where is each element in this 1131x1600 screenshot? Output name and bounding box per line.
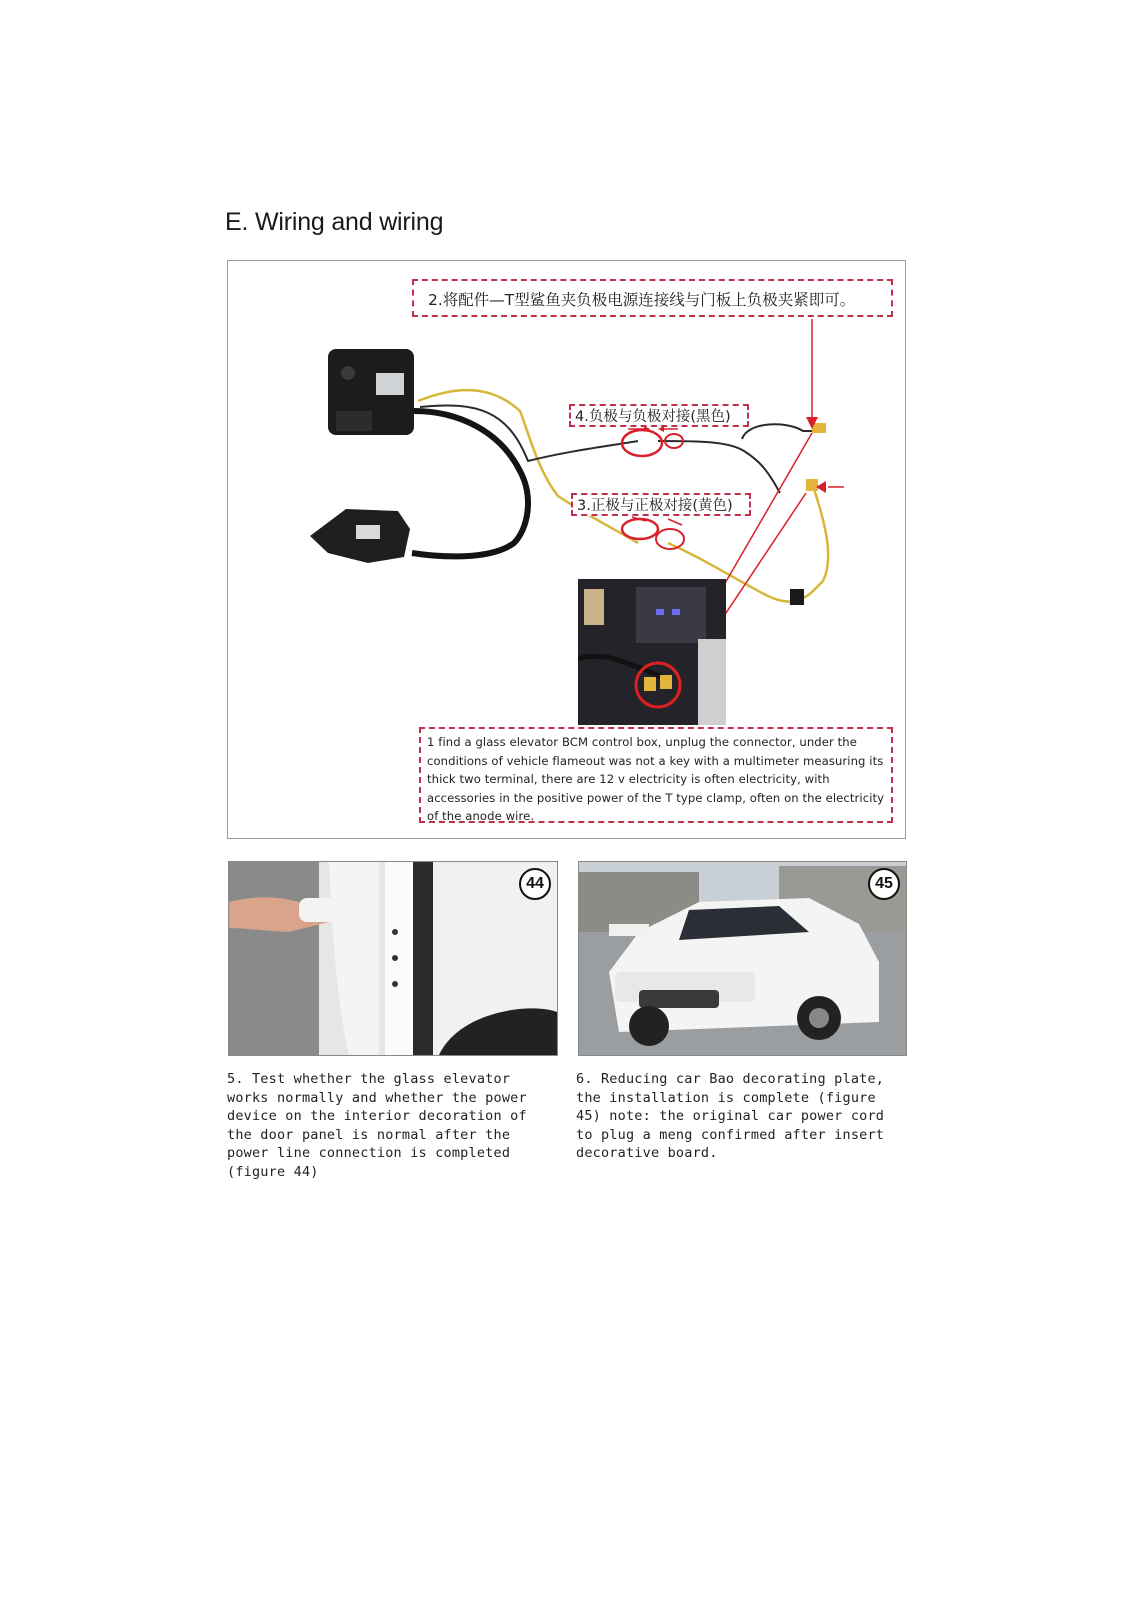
positive-connector-highlight — [622, 519, 658, 539]
figure-45-photo — [578, 861, 907, 1056]
callout-step-3: 3.正极与正极对接(黄色) — [571, 493, 751, 516]
figure-number-badge: 44 — [519, 868, 551, 900]
figure-44-caption: 5. Test whether the glass elevator works normally and whether the power device on the interior decoration of the door panel is normal after the power line connection is completed (figure 44) — [227, 1071, 527, 1180]
callout-step-2: 2.将配件—T型鲨鱼夹负极电源连接线与门板上负极夹紧即可。 — [412, 279, 893, 317]
callout-step-1: 1 find a glass elevator BCM control box, unplug the connector, under the conditions of vehicle flameout was not a key with a multimeter measuring its thick two terminal, there are 12 v electricity is often electricity, with accessories in the positive power of the T type clamp, often on the electricity of the anode wire. — [419, 727, 893, 823]
t-clip-positive — [806, 479, 818, 491]
section-title: E. Wiring and wiring — [225, 208, 444, 236]
bcm-control-box-photo — [578, 579, 726, 725]
figure-45-caption: 6. Reducing car Bao decorating plate, the installation is complete (figure 45) note: the original car power cord to plug a meng confirmed after insert decorative board. — [576, 1071, 885, 1162]
lower-lock-body — [310, 509, 410, 563]
figure-number-badge: 45 — [868, 868, 900, 900]
upper-lock-actuator — [328, 349, 414, 435]
figure-44-photo — [228, 861, 558, 1056]
wiring-diagram — [227, 260, 906, 839]
callout-step-4: 4.负极与负极对接(黑色) — [569, 404, 749, 427]
harness-cable — [412, 411, 528, 556]
